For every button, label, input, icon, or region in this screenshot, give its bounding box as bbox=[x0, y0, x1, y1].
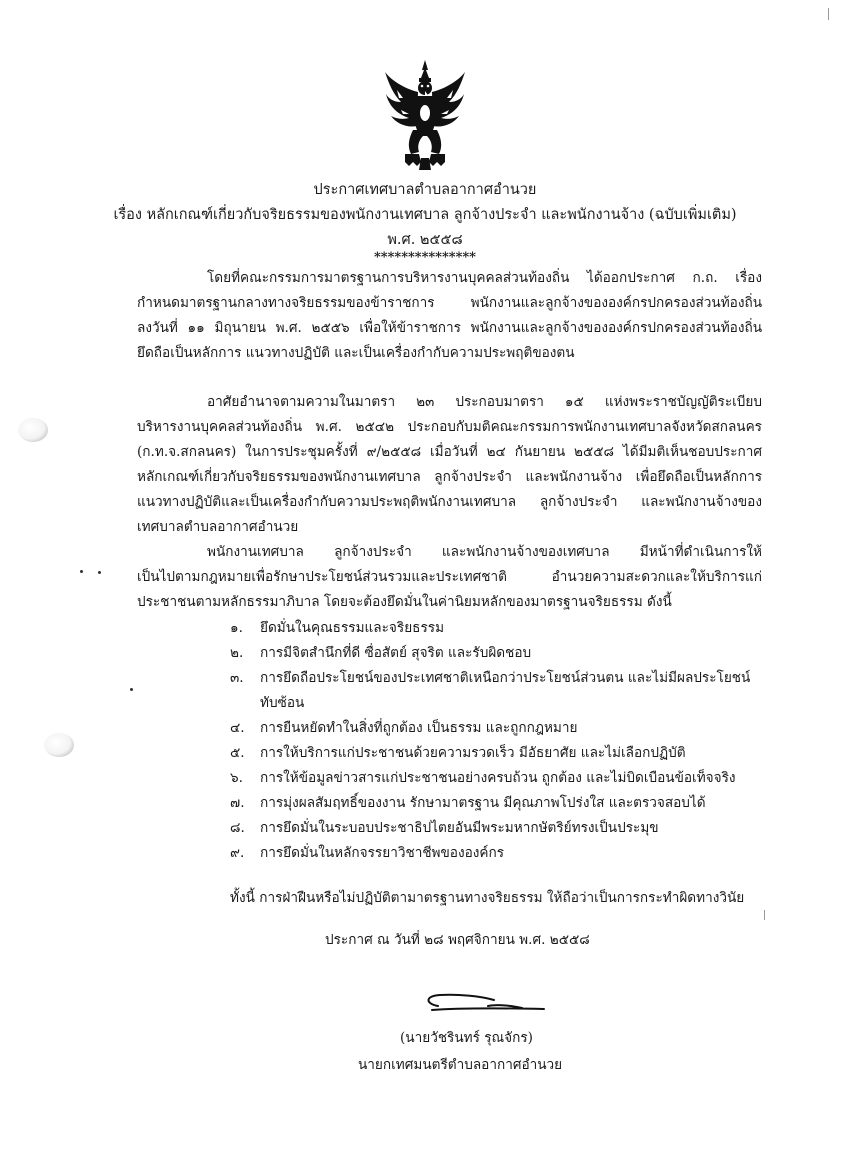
list-item-text: ยึดมั่นในคุณธรรมและจริยธรรม bbox=[260, 620, 445, 636]
handwritten-signature bbox=[418, 988, 548, 1028]
paragraph-penalty: ทั้งนี้ การฝ่าฝืนหรือไม่ปฏิบัติตามาตรฐานทางจริยธรรม ให้ถือว่าเป็นการกระทำผิดทางวินัย bbox=[230, 890, 745, 906]
list-item-number: ๑. bbox=[230, 620, 243, 636]
scan-speck bbox=[828, 8, 829, 20]
paragraph-line: แนวทางปฏิบัติและเป็นเครื่องกำกับความประพฤติพนักงานเทศบาล ลูกจ้างประจำ และพนักงานจ้างของ bbox=[137, 494, 762, 510]
list-item-text: การยืนหยัดทำในสิ่งที่ถูกต้อง เป็นธรรม และถูกกฎหมาย bbox=[260, 720, 578, 736]
document-issuer: ประกาศเทศบาลตำบลอากาศอำนวย bbox=[313, 182, 537, 198]
list-item-number: ๔. bbox=[230, 720, 245, 736]
document-year: พ.ศ. ๒๕๕๘ bbox=[387, 232, 463, 248]
paragraph-line: ลงวันที่ ๑๑ มิถุนายน พ.ศ. ๒๕๕๖ เพื่อให้ข้าราชการ พนักงานและลูกจ้างขององค์กรปกครองส่วนท้องถิ่น bbox=[137, 320, 762, 336]
list-item bbox=[230, 791, 765, 816]
list-item-number: ๕. bbox=[230, 745, 245, 761]
list-item-number: ๓. bbox=[230, 670, 244, 686]
scan-speck bbox=[80, 570, 83, 573]
list-item bbox=[230, 641, 765, 666]
signer-position: นายกเทศมนตรีตำบลอากาศอำนวย bbox=[358, 1057, 563, 1073]
list-item bbox=[230, 741, 765, 766]
paragraph-line: พนักงานเทศบาล ลูกจ้างประจำ และพนักงานจ้างของเทศบาล มีหน้าที่ดำเนินการให้ bbox=[207, 544, 762, 560]
list-item-text: การยึดมั่นในหลักจรรยาวิชาชีพขององค์กร bbox=[260, 845, 505, 861]
list-item bbox=[230, 816, 765, 841]
scan-speck bbox=[98, 571, 101, 574]
paragraph-line: ยึดถือเป็นหลักการ แนวทางปฏิบัติ และเป็นเครื่องกำกับความประพฤติของตน bbox=[137, 345, 575, 361]
separator-stars: *************** bbox=[374, 250, 476, 265]
paragraph-line: (ก.ท.จ.สกลนคร) ในการประชุมครั้งที่ ๙/๒๕๕๘ เมื่อวันที่ ๒๔ กันยายน ๒๕๕๘ ได้มีมติเห็นชอบประกาศ bbox=[137, 444, 762, 460]
list-item-number: ๖. bbox=[230, 770, 243, 786]
list-item bbox=[230, 616, 765, 641]
paragraph-line: กำหนดมาตรฐานกลางทางจริยธรรมของข้าราชการ พนักงานและลูกจ้างขององค์กรปกครองส่วนท้องถิ่น bbox=[137, 295, 762, 311]
scan-speck bbox=[130, 688, 133, 691]
paragraph-line: เป็นไปตามกฎหมายเพื่อรักษาประโยชน์ส่วนรวมและประเทศชาติ อำนวยความสะดวกและให้บริการแก่ bbox=[137, 569, 762, 585]
list-item-text: การมุ่งผลสัมฤทธิ์ของงาน รักษามาตรฐาน มีคุณภาพโปร่งใส และตรวจสอบได้ bbox=[260, 795, 706, 811]
list-item-number: ๘. bbox=[230, 820, 245, 836]
paragraph-line: อาศัยอำนาจตามความในมาตรา ๒๓ ประกอบมาตรา ๑๕ แห่งพระราชบัญญัติระเบียบ bbox=[207, 394, 762, 410]
list-item-number: ๗. bbox=[230, 795, 245, 811]
paragraph-line: บริหารงานบุคคลส่วนท้องถิ่น พ.ศ. ๒๕๔๒ ประกอบกับมติคณะกรรมการพนักงานเทศบาลจังหวัดสกลนคร bbox=[137, 419, 762, 435]
signer-name: (นายวัชรินทร์ รุณจักร) bbox=[400, 1030, 533, 1046]
list-item-text: การยึดมั่นในระบอบประชาธิปไตยอันมีพระมหากษัตริย์ทรงเป็นประมุข bbox=[260, 820, 659, 836]
list-item bbox=[230, 766, 765, 791]
announcement-date: ประกาศ ณ วันที่ ๒๘ พฤศจิกายน พ.ศ. ๒๕๕๘ bbox=[325, 932, 590, 948]
list-item-text: การมีจิตสำนึกที่ดี ซื่อสัตย์ สุจริต และรับผิดชอบ bbox=[260, 645, 532, 661]
scan-speck bbox=[764, 910, 765, 920]
list-item-text: การยึดถือประโยชน์ของประเทศชาติเหนือกว่าประโยชน์ส่วนตน และไม่มีผลประโยชน์ทับซ้อน bbox=[260, 670, 751, 711]
paragraph-line: หลักเกณฑ์เกี่ยวกับจริยธรรมของพนักงานเทศบาล ลูกจ้างประจำ และพนักงานจ้าง เพื่อยึดถือเป็นหลักการ bbox=[137, 469, 762, 485]
punch-hole bbox=[44, 733, 74, 757]
list-item-number: ๙. bbox=[230, 845, 245, 861]
list-item bbox=[230, 716, 765, 741]
paragraph-line: เทศบาลตำบลอากาศอำนวย bbox=[137, 519, 299, 535]
paragraph-authority bbox=[137, 390, 762, 540]
garuda-emblem bbox=[383, 58, 467, 172]
document-subject: เรื่อง หลักเกณฑ์เกี่ยวกับจริยธรรมของพนักงานเทศบาล ลูกจ้างประจำ และพนักงานจ้าง (ฉบับเพิ่มเติม) bbox=[113, 207, 737, 223]
paragraph-line: ประชาชนตามหลักธรรมาภิบาล โดยจะต้องยึดมั่นในค่านิยมหลักของมาตรฐานจริยธรรม ดังนี้ bbox=[137, 594, 672, 610]
list-item-number: ๒. bbox=[230, 645, 244, 661]
list-item-text: การให้บริการแก่ประชาชนด้วยความรวดเร็ว มีอัธยาศัย และไม่เลือกปฏิบัติ bbox=[260, 745, 686, 761]
list-item bbox=[230, 841, 765, 866]
list-item-text: การให้ข้อมูลข่าวสารแก่ประชาชนอย่างครบถ้วน ถูกต้อง และไม่บิดเบือนข้อเท็จจริง bbox=[260, 770, 736, 786]
paragraph-line: โดยที่คณะกรรมการมาตรฐานการบริหารงานบุคคลส่วนท้องถิ่น ได้ออกประกาศ ก.ถ. เรื่อง bbox=[207, 270, 762, 286]
ethics-values-list bbox=[230, 616, 765, 866]
punch-hole bbox=[18, 418, 48, 442]
paragraph-duties bbox=[137, 540, 762, 615]
list-item bbox=[230, 666, 765, 716]
paragraph-preamble bbox=[137, 266, 762, 366]
